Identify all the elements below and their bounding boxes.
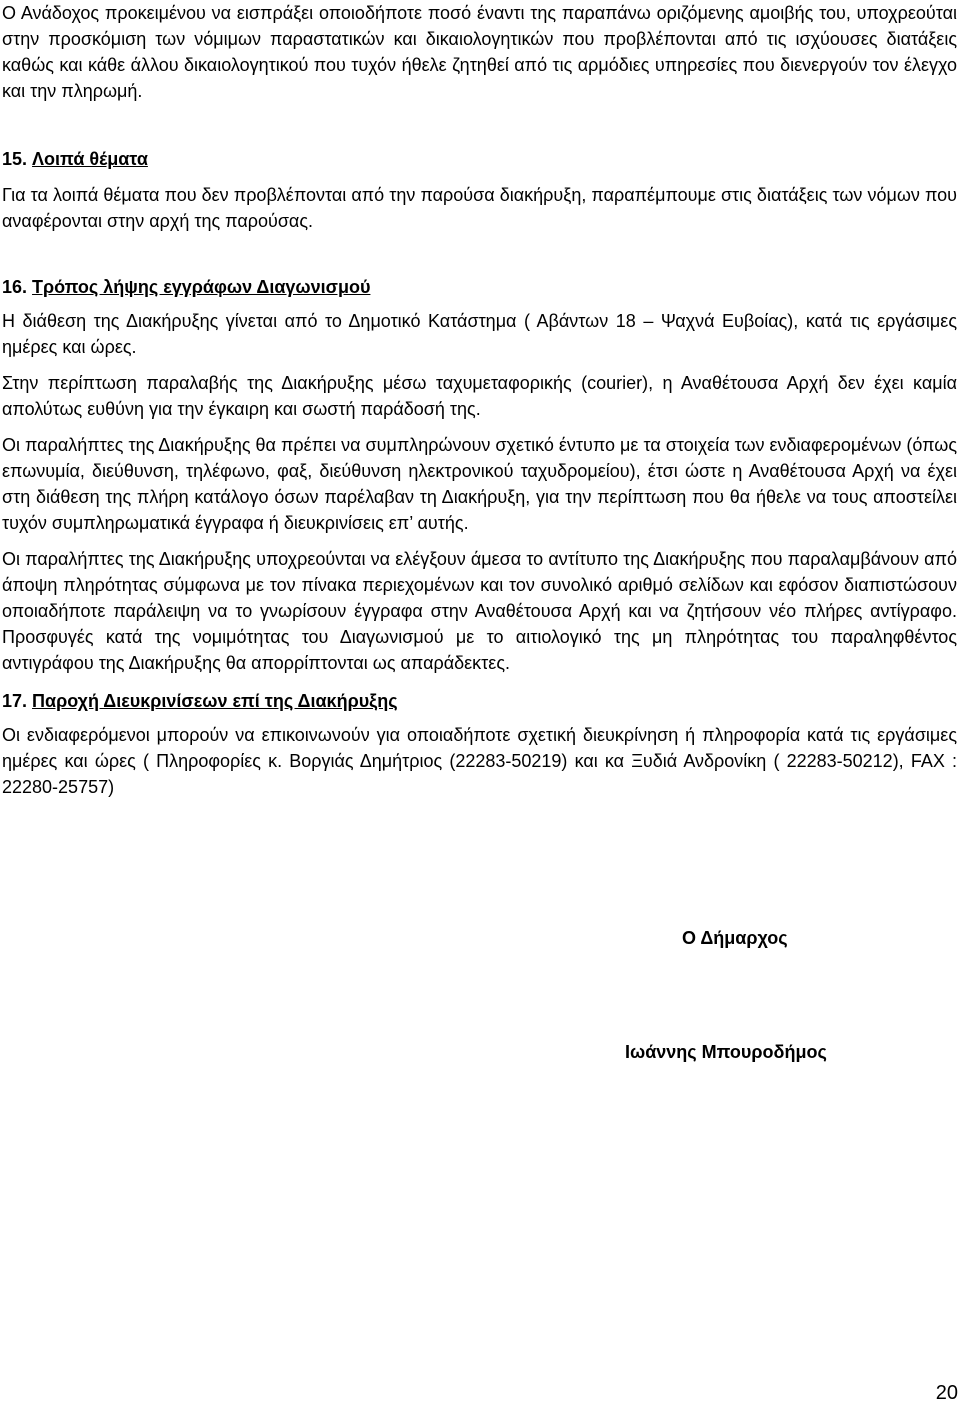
signature-name: Ιωάννης Μπουροδήμος [625,1042,827,1062]
section-16-heading [2,274,957,300]
section-16-paragraph-1: Η διάθεση της Διακήρυξης γίνεται από το Δημοτικό Κατάστημα ( Αβάντων 18 – Ψαχνά Ευβοίας), κατά τις εργάσιμες ημέρες και ώρες. [2,311,957,357]
section-17-paragraph: Οι ενδιαφερόμενοι μπορούν να επικοινωνούν για οποιαδήποτε σχετική διευκρίνηση ή πληροφορία κατά τις εργάσιμες ημέρες και ώρες ( Πληροφορίες κ. Βοργιάς Δημήτριος (22283-50219) και κα Ξυδιά Ανδρονίκη ( 22283-50212), FAX : 22280-25757) [2,725,957,797]
section-16-paragraph-2: Στην περίπτωση παραλαβής της Διακήρυξης μέσω ταχυμεταφορικής (courier), η Αναθέτουσα Αρχή δεν έχει καμία απολύτως ευθύνη για την έγκαιρη και σωστή παράδοσή της. [2,373,957,419]
intro-paragraph: Ο Ανάδοχος προκειμένου να εισπράξει οποιοδήποτε ποσό έναντι της παραπάνω οριζόμενης αμοιβής του, υποχρεούται στην προσκόμιση των νόμιμων παραστατικών και δικαιολογητικών που προβλέπονται από τις ισχύουσες διατάξεις καθώς και κάθε άλλου δικαιολογητικού που τυχόν ήθελε ζητηθεί από τις αρμόδιες υπηρεσίες που διενεργούν τον έλεγχο και την πληρωμή. [2,3,957,101]
section-16-title: Τρόπος λήψης εγγράφων Διαγωνισμού [32,277,371,297]
page-number: 20 [935,1382,958,1404]
section-16-number: 16. [2,277,28,297]
section-17-number: 17. [2,691,28,711]
signature-role: Ο Δήμαρχος [682,928,788,948]
section-15-number: 15. [2,149,28,169]
section-15-title: Λοιπά θέματα [32,149,148,169]
section-15-paragraph: Για τα λοιπά θέματα που δεν προβλέπονται από την παρούσα διακήρυξη, παραπέμπουμε στις διατάξεις των νόμων που αναφέρονται στην αρχή της παρούσας. [2,185,957,231]
section-17-title: Παροχή Διευκρινίσεων επί της Διακήρυξης [32,691,398,711]
document-body [2,0,957,800]
section-16-paragraph-4: Οι παραλήπτες της Διακήρυξης υποχρεούνται να ελέγξουν άμεσα το αντίτυπο της Διακήρυξης που παραλαμβάνουν από άποψη πληρότητας σύμφωνα με τον πίνακα περιεχομένων και τον συνολικό αριθμό σελίδων και εφόσον διαπιστώσουν οποιαδήποτε παράλειψη να το γνωρίσουν έγγραφα στην Αναθέτουσα Αρχή και να ζητήσουν νέο πλήρες αντίγραφο. Προσφυγές κατά της νομιμότητας του Διαγωνισμού με το αιτιολογικό της μη πληρότητας του παραληφθέντος αντιγράφου της Διακήρυξης θα απορρίπτονται ως απαράδεκτες. [2,549,957,673]
section-16-paragraph-3: Οι παραλήπτες της Διακήρυξης θα πρέπει να συμπληρώνουν σχετικό έντυπο με τα στοιχεία των ενδιαφερομένων (όπως επωνυμία, διεύθυνση, τηλέφωνο, φαξ, διεύθυνση ηλεκτρονικού ταχυδρομείου), έτσι ώστε η Αναθέτουσα Αρχή να έχει στη διάθεση της πλήρη κατάλογο όσων παρέλαβαν τη Διακήρυξη, για την περίπτωση που θα ήθελε να τους αποστείλει τυχόν συμπληρωματικά έγγραφα ή διευκρινίσεις επ’ αυτής. [2,435,957,533]
section-15-heading [2,146,957,172]
section-17-heading [2,688,957,714]
